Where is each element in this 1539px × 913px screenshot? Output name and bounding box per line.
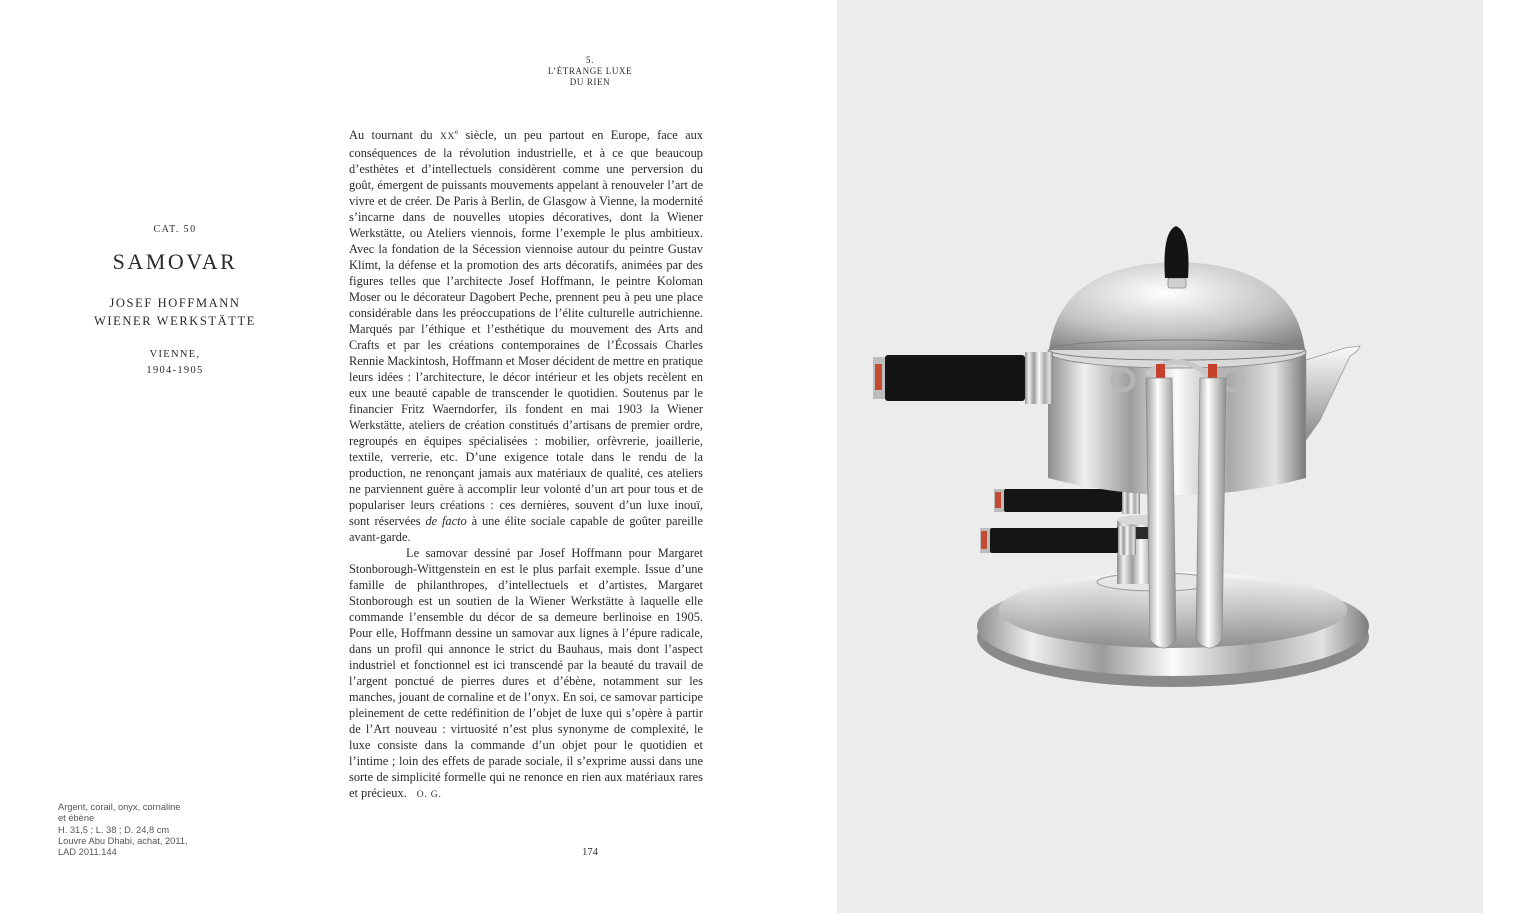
artist-name: JOSEF HOFFMANN — [109, 296, 241, 310]
century-superscript: e — [454, 128, 459, 136]
object-caption — [58, 802, 228, 858]
artist — [60, 294, 290, 330]
text-run: siècle, un peu partout en Europe, face aux conséquences de la révolution industrielle, et à ce que beaucoup d’esthètes et d’intellectuels considèrent comme une perversion du goût, émergent de puissants mouvements appelant à renouveler l’art de vivre et de créer. De Paris à Berlin, de Glasgow à Vienne, la modernité s’incarne dans de nouvelles utopies décoratives, dont la Wiener Werkstätte, ou Ateliers viennois, forme l’exemple le plus ambitieux. Avec la fondation de la Sécession viennoise autour du peintre Gustav Klimt, la défense et la promotion des arts décoratifs, animées par des figures telles que l’architecte Josef Hoffmann, le peintre Koloman Moser ou le décorateur Dagobert Peche, prennent peu à peu une place considérable dans les préoccupations de l’élite culturelle autrichienne. Marqués par l’éthique et l’esthétique du mouvement des Arts and Crafts et par les créations contemporaines de l’Écossais Charles Rennie Mackintosh, Hoffmann et Moser décident de mettre en pratique leurs idées : l’architecture, le décor intérieur et les objets recèlent en eux une beauté capable de transcender le quotidien. Soutenus par le financier Fritz Waerndorfer, ils fondent en mai 1903 la Wiener Werkstätte, ateliers de création constitués d’artisans de premier ordre, regroupés en équipes spécialisées : mobilier, orfèvrerie, joaillerie, textile, verrerie, etc. D’une exigence totale dans le rendu de la production, ne renonçant jamais aux matériaux de qualité, ces ateliers ne parviennent guère à accomplir leur volonté d’un art pour tous et de populariser leurs créations : ces dernières, souvent d’un luxe inouï, sont réservées — [349, 128, 703, 529]
object-title: SAMOVAR — [112, 249, 238, 274]
paragraph-2 — [349, 545, 703, 803]
running-head — [520, 55, 660, 88]
workshop-name: WIENER WERKSTÄTTE — [93, 314, 256, 328]
place: VIENNE, — [149, 349, 201, 360]
text-run: Au tournant du — [349, 128, 441, 143]
author-initials: O. G. — [416, 790, 442, 801]
caption-inventory: LAD 2011.144 — [58, 847, 117, 858]
text-run: Le samovar dessiné par Josef Hoffmann pour Margaret Stonborough-Wittgenstein en est le plus parfait exemple. Issue d’une famille de philanthropes, d’intellectuels et d’artistes, Margaret Stonborough est un soutien de la Wiener Werkstätte à laquelle elle commande l’ensemble du décor de sa demeure berlinoise en 1905. Pour elle, Hoffmann dessine un samovar aux lignes à l’épure radicale, dans un profil qui annonce le strict du Bauhaus, mais dont l’aspect industriel et fonctionnel est ici transcendé par la beauté du travail de l’argent ponctué de pierres dures et d’ébène, notamment sur les manches, jouant de cornaline et de l’onyx. En soi, ce samovar participe pleinement de cette redéfinition de l’objet de luxe qui s’opère à partir de l’Art nouveau : virtuosité n’est plus synonyme de complexité, le luxe consiste dans la commande d’un objet pour le quotidien et l’intime ; loin des effets de parade sociale, il s’exprime aussi dans une sorte de simplicité formelle qui ne renonce en rien aux matériaux rares et précieux. — [349, 546, 703, 801]
paragraph-1 — [349, 124, 703, 545]
italic-term: de facto — [425, 514, 467, 529]
chapter-number: 5. — [586, 55, 594, 65]
caption-materials: Argent, corail, onyx, cornaline — [58, 802, 181, 812]
date: 1904-1905 — [146, 365, 204, 376]
caption-materials-cont: et ébène — [58, 813, 95, 824]
catalogue-number: CAT. 50 — [153, 224, 197, 235]
caption-collection: Louvre Abu Dhabi, achat, 2011, — [58, 835, 188, 846]
caption-dimensions: H. 31,5 ; L. 38 ; D. 24,8 cm — [58, 824, 170, 835]
place-date — [60, 347, 290, 379]
chapter-title-line1: L’ÉTRANGE LUXE — [547, 66, 633, 76]
page-edge — [1483, 0, 1539, 913]
page-number: 174 — [582, 847, 598, 858]
burner-handle-lower — [980, 526, 1136, 555]
catalogue-entry-header — [60, 224, 290, 379]
text-run: à une élite sociale capable de goûter pareille avant-garde. — [349, 514, 703, 545]
chapter-title-line2: DU RIEN — [569, 77, 611, 87]
century-numeral: XX — [440, 132, 455, 143]
essay-text — [349, 124, 703, 803]
samovar-photo — [860, 218, 1380, 698]
kettle-handle — [873, 352, 1053, 404]
